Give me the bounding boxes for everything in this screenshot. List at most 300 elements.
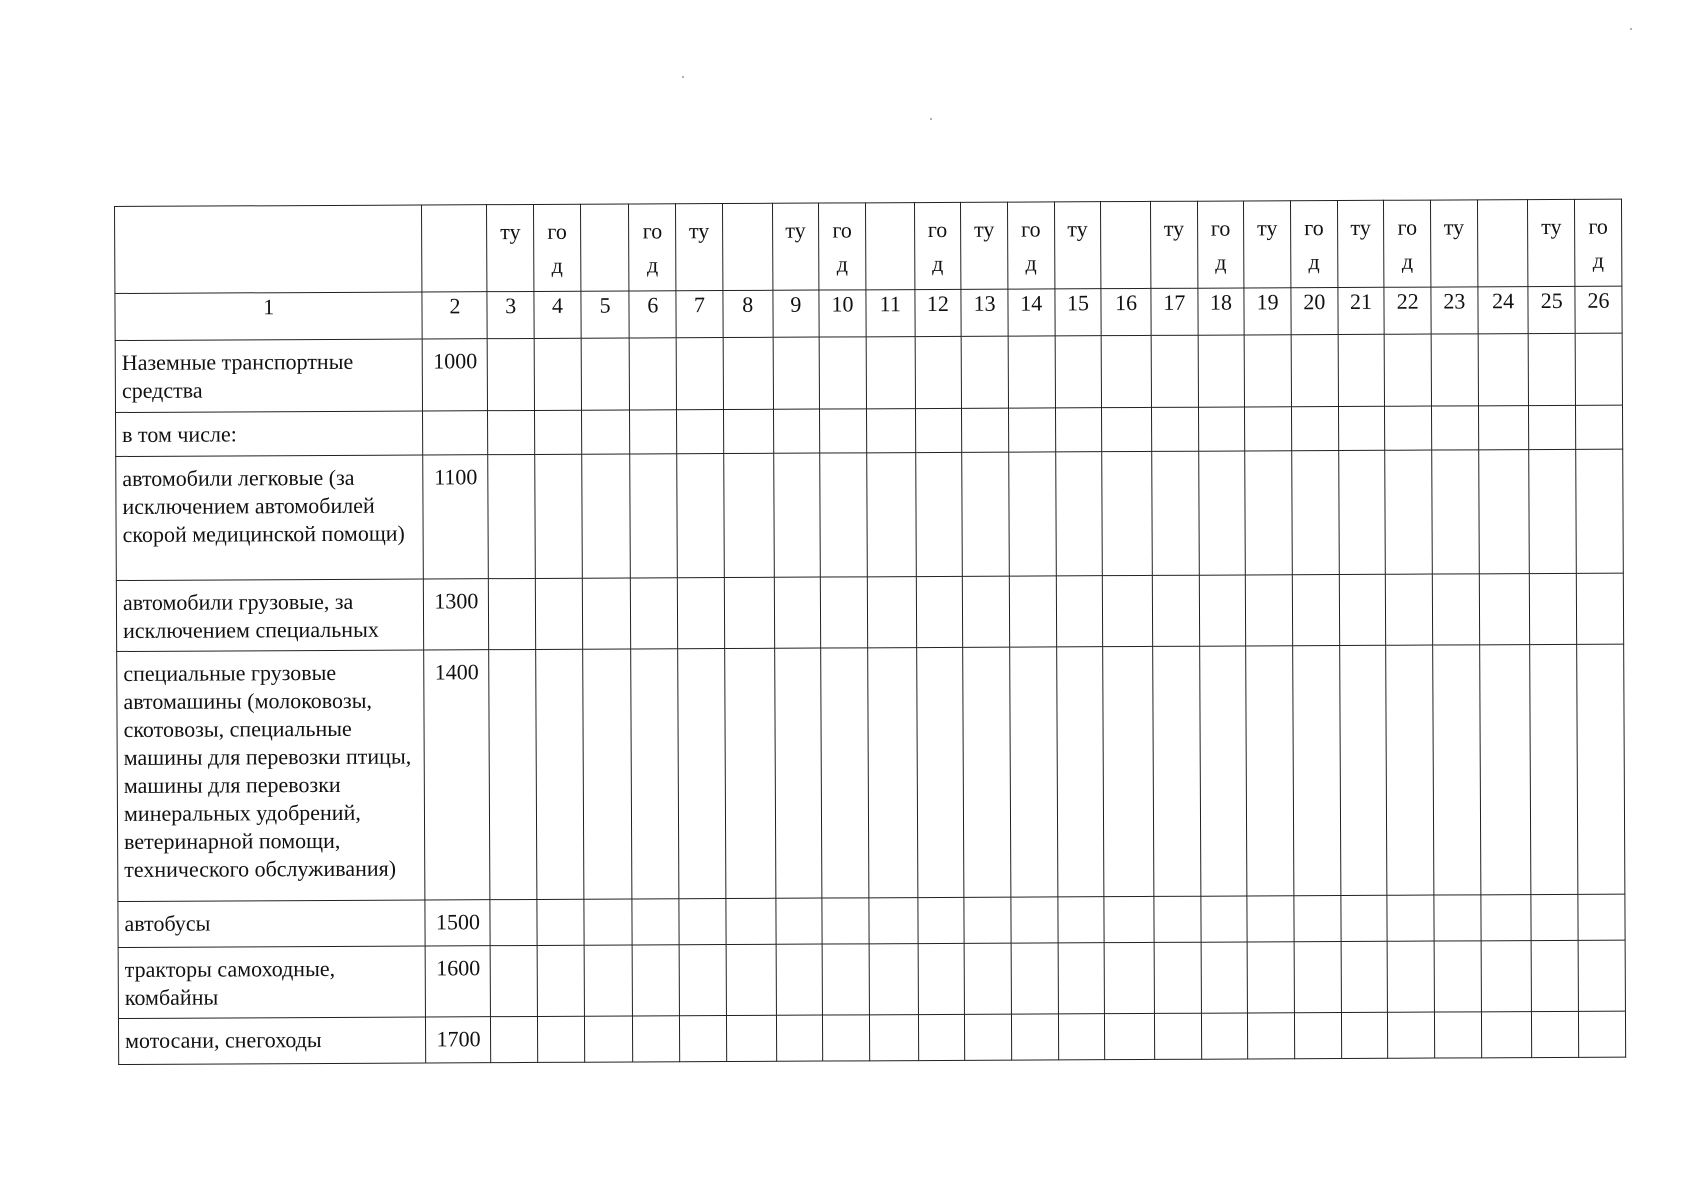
empty-cell	[1576, 405, 1623, 449]
empty-cell	[1432, 450, 1479, 574]
empty-cell	[774, 577, 821, 648]
empty-cell	[1434, 1012, 1481, 1058]
empty-cell	[1292, 575, 1339, 646]
empty-cell	[1529, 449, 1576, 573]
empty-cell	[823, 1015, 870, 1061]
header-cell	[1337, 200, 1384, 287]
empty-cell	[1248, 1013, 1295, 1059]
header-cell-text: го	[1397, 214, 1418, 240]
empty-cell	[631, 578, 678, 649]
empty-cell	[866, 409, 915, 453]
empty-cell	[1530, 644, 1578, 894]
empty-cell	[1246, 646, 1294, 896]
empty-cell	[678, 649, 726, 899]
empty-cell	[1294, 896, 1341, 942]
table-row	[116, 449, 1624, 580]
empty-cell	[1103, 575, 1153, 646]
header-cell	[1431, 200, 1478, 287]
header-cell	[629, 204, 676, 291]
header-cell-text: го	[927, 216, 948, 243]
empty-cell	[1102, 407, 1152, 451]
header-cell-text: д	[1025, 250, 1037, 276]
vehicle-table	[114, 199, 1626, 1065]
empty-cell	[1431, 334, 1478, 406]
table-row	[115, 333, 1622, 412]
empty-cell	[1011, 1014, 1058, 1060]
row-name-cell: мотосани, снегоходы	[118, 1017, 426, 1065]
empty-cell	[869, 1015, 918, 1061]
empty-cell	[1246, 575, 1293, 646]
column-number-cell: 3	[487, 291, 534, 338]
column-number-cell: 16	[1101, 288, 1151, 335]
row-code-cell: 1300	[424, 579, 489, 650]
empty-cell	[869, 898, 918, 944]
empty-cell	[489, 578, 536, 649]
column-number-cell: 23	[1431, 287, 1478, 334]
empty-cell	[820, 409, 867, 453]
empty-cell	[1201, 896, 1248, 942]
column-number-row	[115, 286, 1622, 340]
empty-cell	[1293, 646, 1341, 896]
column-number-cell: 6	[629, 291, 676, 338]
header-cell-text: ту	[973, 216, 995, 242]
empty-cell	[1479, 645, 1531, 895]
empty-cell	[869, 944, 918, 1015]
empty-cell	[490, 899, 537, 945]
column-number-cell: 12	[914, 289, 961, 336]
header-cell	[865, 203, 914, 290]
empty-cell	[1105, 1013, 1155, 1059]
empty-cell	[918, 1014, 965, 1060]
empty-cell	[1153, 646, 1201, 896]
table-row	[116, 405, 1623, 456]
empty-cell	[1576, 449, 1624, 573]
empty-cell	[915, 336, 962, 408]
empty-cell	[1434, 941, 1481, 1012]
empty-cell	[1531, 894, 1578, 940]
empty-cell	[1101, 335, 1151, 407]
header-cell	[914, 202, 961, 289]
empty-cell	[489, 649, 537, 899]
empty-cell	[965, 1014, 1012, 1060]
empty-cell	[1104, 896, 1154, 942]
header-cell-text: д	[646, 252, 659, 278]
empty-cell	[820, 453, 867, 577]
header-cell-text: ту	[1163, 215, 1185, 241]
empty-cell	[726, 1015, 776, 1061]
empty-cell	[962, 452, 1009, 576]
empty-cell	[1432, 574, 1479, 645]
empty-cell	[1575, 333, 1622, 405]
header-cell	[722, 203, 772, 290]
empty-cell	[1384, 334, 1431, 406]
empty-cell	[822, 898, 869, 944]
empty-cell	[1009, 576, 1056, 647]
column-number-cell: 17	[1151, 288, 1198, 335]
empty-cell	[1530, 573, 1577, 644]
empty-cell	[630, 338, 677, 410]
empty-cell	[1104, 942, 1154, 1013]
empty-cell	[1339, 645, 1387, 895]
empty-cell	[538, 1016, 585, 1062]
column-number-cell: 5	[581, 291, 630, 338]
empty-cell	[1338, 406, 1385, 450]
empty-cell	[821, 577, 868, 648]
header-cell-text: ту	[688, 218, 710, 244]
empty-cell	[1432, 406, 1479, 450]
empty-cell	[726, 898, 776, 944]
header-cell-text: д	[836, 251, 848, 277]
empty-cell	[630, 410, 677, 454]
empty-cell	[916, 647, 964, 897]
empty-cell	[1247, 942, 1294, 1013]
header-cell	[422, 205, 487, 292]
empty-cell	[962, 408, 1009, 452]
header-cell-text: го	[642, 218, 663, 244]
empty-cell	[776, 1015, 823, 1061]
empty-cell	[866, 337, 915, 409]
empty-cell	[1154, 942, 1201, 1013]
header-cell-text: д	[1401, 248, 1414, 274]
column-number-cell: 11	[866, 290, 915, 337]
header-cell	[1054, 202, 1101, 289]
column-number-cell: 14	[1008, 289, 1055, 336]
header-cell-text: д	[1592, 247, 1604, 273]
table-row	[116, 573, 1623, 651]
empty-cell	[1058, 1014, 1105, 1060]
empty-cell	[1152, 575, 1199, 646]
empty-cell	[1481, 895, 1532, 941]
header-cell-text: ту	[1541, 213, 1562, 240]
empty-cell	[915, 408, 962, 452]
empty-cell	[631, 649, 679, 899]
empty-cell	[964, 943, 1011, 1014]
column-number-cell: 19	[1244, 288, 1291, 335]
empty-cell	[1341, 1012, 1388, 1058]
empty-cell	[535, 454, 582, 578]
header-cell	[487, 204, 534, 291]
header-cell-text: ту	[1350, 214, 1371, 240]
empty-cell	[1478, 406, 1529, 450]
empty-cell	[1055, 452, 1102, 576]
header-cell	[676, 204, 723, 291]
header-cell-text: ту	[785, 217, 806, 243]
empty-cell	[867, 577, 916, 648]
empty-cell	[1479, 574, 1530, 645]
empty-cell	[1198, 451, 1245, 575]
header-cell	[1244, 201, 1291, 288]
row-name-cell: автомобили грузовые, за исключением специальных	[116, 579, 424, 652]
header-cell-text: д	[1308, 249, 1320, 275]
empty-cell	[1434, 895, 1481, 941]
column-number-cell: 4	[534, 291, 581, 338]
header-cell-text: го	[832, 217, 852, 243]
empty-cell	[1103, 646, 1154, 896]
empty-cell	[581, 410, 630, 454]
column-number-cell: 7	[676, 291, 723, 338]
empty-cell	[1576, 573, 1623, 644]
row-code-cell: 1600	[426, 946, 491, 1017]
empty-cell	[963, 647, 1011, 897]
empty-cell	[724, 577, 774, 648]
header-cell-text: д	[551, 252, 563, 278]
empty-cell	[1386, 574, 1433, 645]
row-name-cell: автомобили легковые (за исключением автомобилей скорой медицинской помощи)	[116, 455, 424, 581]
column-number-cell: 2	[422, 292, 487, 339]
header-cell-text: го	[1021, 216, 1041, 242]
empty-cell	[918, 943, 965, 1014]
empty-cell	[677, 454, 724, 578]
column-number-cell: 15	[1055, 289, 1102, 336]
empty-cell	[1294, 1013, 1341, 1059]
empty-cell	[1341, 941, 1388, 1012]
header-cell-text: го	[1304, 215, 1324, 241]
empty-cell	[582, 649, 632, 899]
scan-speck	[1630, 28, 1632, 30]
empty-cell	[491, 1016, 538, 1062]
empty-cell	[1388, 1012, 1435, 1058]
empty-cell	[724, 453, 774, 577]
scan-speck	[682, 76, 684, 78]
empty-cell	[1478, 450, 1529, 574]
empty-cell	[868, 648, 918, 898]
empty-cell	[1008, 408, 1055, 452]
header-row	[115, 199, 1622, 293]
header-cell-text: ту	[1257, 215, 1278, 241]
empty-cell	[961, 336, 1008, 408]
empty-cell	[1247, 896, 1294, 942]
row-code-cell	[423, 411, 488, 455]
column-number-cell: 25	[1528, 286, 1575, 333]
empty-cell	[1009, 452, 1056, 576]
header-cell-text: ту	[1443, 214, 1465, 240]
empty-cell	[535, 410, 582, 454]
empty-cell	[915, 452, 962, 576]
empty-cell	[491, 945, 538, 1016]
row-code-cell: 1500	[425, 900, 490, 946]
empty-cell	[680, 1016, 727, 1062]
empty-cell	[867, 453, 916, 577]
empty-cell	[537, 945, 584, 1016]
column-number-cell: 20	[1291, 288, 1338, 335]
table-row	[118, 1011, 1625, 1064]
empty-cell	[1199, 646, 1247, 896]
empty-cell	[774, 648, 822, 898]
header-cell	[1197, 201, 1244, 288]
empty-cell	[1151, 335, 1198, 407]
empty-cell	[1577, 644, 1625, 894]
column-number-cell: 1	[115, 292, 423, 341]
empty-cell	[1532, 1011, 1579, 1057]
header-cell-text: ту	[1067, 216, 1088, 242]
empty-cell	[581, 338, 630, 410]
header-cell	[961, 202, 1008, 289]
column-number-cell: 13	[961, 289, 1008, 336]
row-code-cell: 1100	[423, 455, 489, 579]
header-cell	[534, 204, 581, 291]
header-cell	[1528, 199, 1575, 286]
header-cell	[1150, 201, 1197, 288]
empty-cell	[1529, 405, 1576, 449]
empty-cell	[821, 648, 869, 898]
empty-cell	[1481, 941, 1532, 1012]
empty-cell	[679, 945, 726, 1016]
empty-cell	[1152, 451, 1199, 575]
empty-cell	[535, 578, 582, 649]
empty-cell	[1529, 333, 1576, 405]
empty-cell	[1385, 450, 1432, 574]
empty-cell	[1201, 942, 1248, 1013]
empty-cell	[677, 578, 724, 649]
header-cell-text: д	[932, 250, 944, 277]
empty-cell	[1387, 895, 1434, 941]
empty-cell	[584, 945, 633, 1016]
empty-cell	[1341, 895, 1388, 941]
table-row	[117, 644, 1625, 901]
header-cell	[1101, 201, 1151, 288]
empty-cell	[1011, 897, 1058, 943]
empty-cell	[1478, 334, 1529, 406]
empty-cell	[1387, 941, 1434, 1012]
empty-cell	[917, 897, 964, 943]
empty-cell	[1008, 336, 1055, 408]
empty-cell	[1292, 451, 1339, 575]
empty-cell	[1198, 335, 1245, 407]
header-cell	[1007, 202, 1054, 289]
empty-cell	[773, 409, 820, 453]
row-code-cell: 1700	[426, 1017, 491, 1063]
column-number-cell: 24	[1478, 287, 1529, 334]
table-row	[118, 940, 1625, 1018]
empty-cell	[1056, 647, 1104, 897]
header-cell	[115, 205, 423, 294]
empty-cell	[676, 338, 723, 410]
empty-cell	[537, 899, 584, 945]
scan-speck	[930, 118, 932, 120]
column-number-cell: 18	[1198, 288, 1245, 335]
empty-cell	[1154, 1013, 1201, 1059]
empty-cell	[1294, 942, 1341, 1013]
header-cell	[1477, 200, 1528, 287]
empty-cell	[1532, 940, 1579, 1011]
empty-cell	[773, 453, 820, 577]
empty-cell	[773, 337, 820, 409]
header-cell-text: го	[547, 218, 567, 244]
empty-cell	[1151, 407, 1198, 451]
empty-cell	[632, 899, 679, 945]
empty-cell	[1578, 894, 1625, 940]
empty-cell	[1291, 407, 1338, 451]
empty-cell	[1433, 645, 1481, 895]
empty-cell	[723, 337, 773, 409]
header-cell	[1290, 201, 1337, 288]
empty-cell	[488, 454, 535, 578]
empty-cell	[488, 410, 535, 454]
header-cell-text: ту	[500, 219, 521, 245]
empty-cell	[775, 898, 822, 944]
empty-cell	[584, 1016, 633, 1062]
empty-cell	[679, 899, 726, 945]
empty-cell	[723, 409, 773, 453]
header-cell	[1384, 200, 1431, 287]
row-name-cell: автобусы	[118, 900, 426, 948]
empty-cell	[1579, 1011, 1626, 1057]
empty-cell	[534, 338, 581, 410]
empty-cell	[1056, 576, 1103, 647]
empty-cell	[916, 576, 963, 647]
empty-cell	[1201, 1013, 1248, 1059]
header-cell	[580, 204, 629, 291]
empty-cell	[1198, 407, 1245, 451]
table-wrapper	[114, 199, 1626, 1065]
header-cell	[1575, 199, 1622, 286]
empty-cell	[1338, 334, 1385, 406]
header-cell	[772, 203, 819, 290]
row-name-cell: Наземные транспортные средства	[115, 339, 423, 413]
empty-cell	[1291, 335, 1338, 407]
row-name-cell: специальные грузовые автомашины (молоковозы, скотовозы, специальные машины для перевозки птицы, машины для перевозки минеральных удобрений, ветеринарной помощи, технического обслуживания)	[117, 650, 426, 901]
empty-cell	[1338, 450, 1385, 574]
column-number-cell: 21	[1338, 287, 1385, 334]
column-number-cell: 10	[819, 290, 866, 337]
column-number-cell: 22	[1384, 287, 1431, 334]
empty-cell	[1245, 451, 1292, 575]
empty-cell	[582, 578, 631, 649]
empty-cell	[776, 944, 823, 1015]
empty-cell	[1154, 896, 1201, 942]
empty-cell	[633, 945, 680, 1016]
table-row	[118, 894, 1625, 947]
empty-cell	[1481, 1012, 1532, 1058]
empty-cell	[488, 338, 535, 410]
empty-cell	[1055, 408, 1102, 452]
empty-cell	[1057, 897, 1104, 943]
empty-cell	[581, 454, 630, 578]
column-number-cell: 9	[772, 290, 819, 337]
column-number-cell: 26	[1575, 286, 1622, 333]
empty-cell	[1578, 940, 1625, 1011]
empty-cell	[1055, 336, 1102, 408]
empty-cell	[1245, 407, 1292, 451]
empty-cell	[1244, 335, 1291, 407]
empty-cell	[963, 576, 1010, 647]
empty-cell	[677, 410, 724, 454]
row-code-cell: 1400	[424, 650, 490, 900]
empty-cell	[1386, 645, 1434, 895]
empty-cell	[1058, 943, 1105, 1014]
empty-cell	[584, 899, 633, 945]
empty-cell	[1199, 575, 1246, 646]
header-cell-text: го	[1588, 213, 1608, 239]
column-number-cell: 8	[723, 290, 773, 337]
empty-cell	[1102, 451, 1152, 575]
header-cell	[819, 203, 866, 290]
empty-cell	[822, 944, 869, 1015]
empty-cell	[964, 897, 1011, 943]
empty-cell	[536, 649, 584, 899]
empty-cell	[726, 944, 776, 1015]
empty-cell	[1385, 406, 1432, 450]
empty-cell	[1339, 574, 1386, 645]
header-cell-text: д	[1215, 249, 1227, 275]
row-name-cell: в том числе:	[116, 411, 424, 457]
empty-cell	[630, 454, 677, 578]
empty-cell	[1010, 647, 1058, 897]
header-cell-text: го	[1210, 215, 1231, 241]
empty-cell	[819, 337, 866, 409]
empty-cell	[633, 1016, 680, 1062]
empty-cell	[724, 648, 775, 898]
